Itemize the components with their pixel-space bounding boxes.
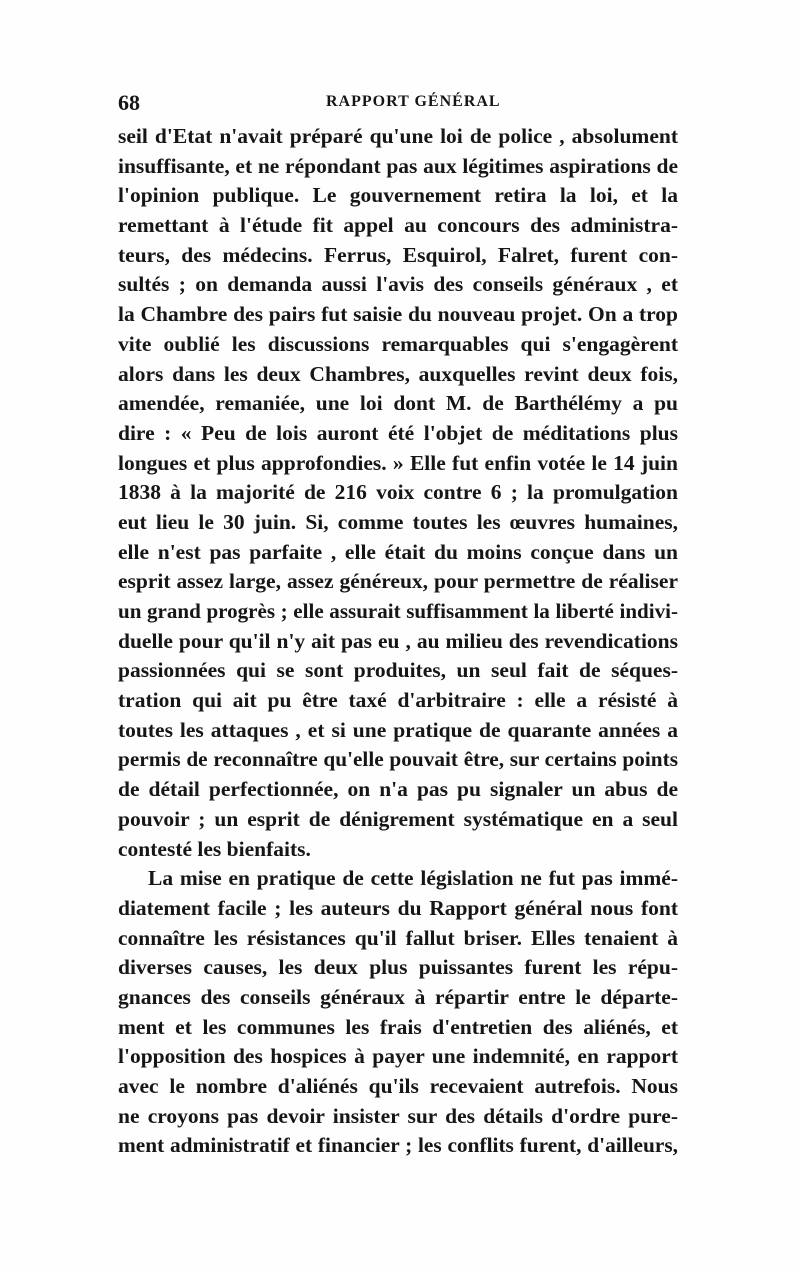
text-line: ment et les communes les frais d'entretien des aliénés, et (118, 1014, 678, 1039)
page-header (118, 90, 678, 118)
text-line: sultés ; on demanda aussi l'avis des conseils généraux , et (118, 272, 678, 297)
text-line: diverses causes, les deux plus puissantes furent les répu- (118, 955, 678, 980)
text-line: teurs, des médecins. Ferrus, Esquirol, Falret, furent con- (118, 242, 678, 267)
text-line: alors dans les deux Chambres, auxquelles revint deux fois, (118, 361, 678, 386)
page-number: 68 (118, 90, 140, 115)
paragraph-start-line: La mise en pratique de cette législation ne fut pas immé- (148, 866, 678, 891)
text-line: toutes les attaques , et si une pratique de quarante années a (118, 717, 678, 742)
text-line: longues et plus approfondies. » Elle fut enfin votée le 14 juin (118, 450, 678, 475)
text-line: esprit assez large, assez généreux, pour permettre de réaliser (118, 569, 678, 594)
text-line: de détail perfectionnée, on n'a pas pu signaler un abus de (118, 777, 678, 802)
text-line: gnances des conseils généraux à répartir entre le départe- (118, 984, 678, 1009)
body-text (118, 122, 678, 1161)
text-line: ne croyons pas devoir insister sur des détails d'ordre pure- (118, 1103, 678, 1128)
text-line: insuffisante, et ne répondant pas aux légitimes aspirations de (118, 153, 678, 178)
text-line: elle n'est pas parfaite , elle était du moins conçue dans un (118, 539, 678, 564)
text-line: diatement facile ; les auteurs du Rapport général nous font (118, 895, 678, 920)
running-title: RAPPORT GÉNÉRAL (326, 93, 501, 110)
text-line: eut lieu le 30 juin. Si, comme toutes les œuvres humaines, (118, 509, 678, 534)
text-line: amendée, remaniée, une loi dont M. de Barthélémy a pu (118, 391, 678, 416)
text-line: remettant à l'étude fit appel au concours des administra- (118, 213, 678, 238)
text-line: 1838 à la majorité de 216 voix contre 6 ; la promulgation (118, 480, 678, 505)
text-line: la Chambre des pairs fut saisie du nouveau projet. On a trop (118, 302, 678, 327)
text-line: l'opposition des hospices à payer une indemnité, en rapport (118, 1044, 678, 1069)
text-line: ment administratif et financier ; les conflits furent, d'ailleurs, (118, 1133, 678, 1158)
text-line: avec le nombre d'aliénés qu'ils recevaient autrefois. Nous (118, 1074, 678, 1098)
paragraph-end-line: contesté les bienfaits. (118, 836, 311, 861)
text-line: seil d'Etat n'avait préparé qu'une loi de police , absolument (118, 124, 678, 148)
text-line: connaître les résistances qu'il fallut briser. Elles tenaient à (118, 925, 678, 950)
text-line: duelle pour qu'il n'y ait pas eu , au milieu des revendications (118, 628, 678, 653)
text-line: passionnées qui se sont produites, un seul fait de séques- (118, 658, 678, 683)
text-line: permis de reconnaître qu'elle pouvait être, sur certains points (118, 747, 678, 772)
text-line: l'opinion publique. Le gouvernement retira la loi, et la (118, 183, 678, 208)
text-line: pouvoir ; un esprit de dénigrement systématique en a seul (118, 806, 678, 831)
text-line: un grand progrès ; elle assurait suffisamment la liberté indivi- (118, 599, 678, 623)
text-line: vite oublié les discussions remarquables qui s'engagèrent (118, 331, 678, 356)
text-line: dire : « Peu de lois auront été l'objet de méditations plus (118, 420, 678, 445)
text-line: tration qui ait pu être taxé d'arbitraire : elle a résisté à (118, 688, 678, 713)
